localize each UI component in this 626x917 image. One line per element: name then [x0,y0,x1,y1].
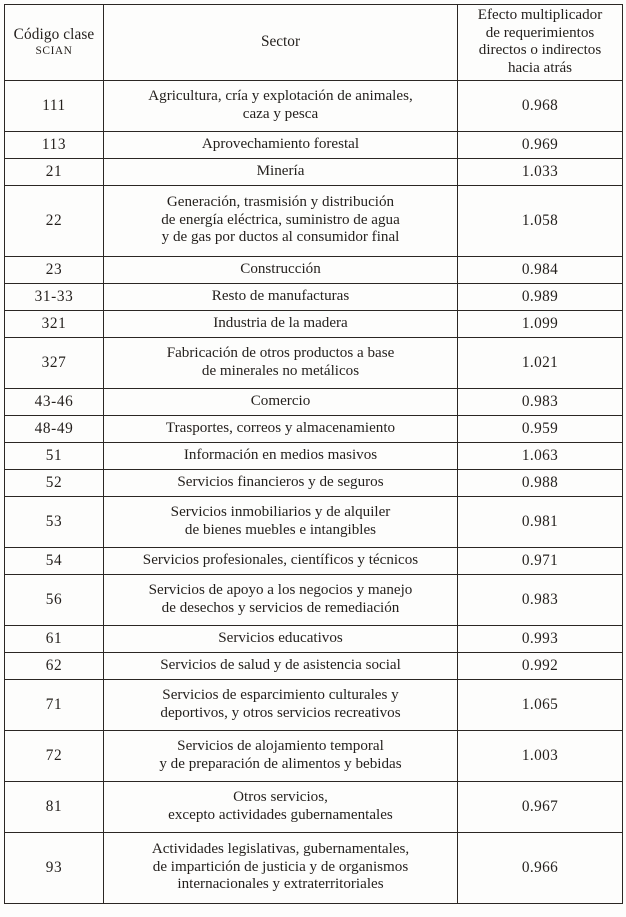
cell-sector [104,469,458,496]
table-row [5,442,623,469]
cell-sector [104,574,458,625]
cell-sector-line: Servicios de salud y de asistencia social [160,656,401,673]
column-header-multiplier [458,5,623,81]
cell-sector-line: Fabricación de otros productos a base [166,344,395,361]
cell-sector-line: Servicios profesionales, científicos y técnicos [142,551,419,568]
cell-sector-line: Servicios inmobiliarios y de alquiler [170,503,391,520]
cell-code: 61 [5,625,104,652]
table-row [5,781,623,832]
cell-sector [104,388,458,415]
cell-sector-line: y de gas por ductos al consumidor final [161,229,400,246]
cell-multiplier-value: 1.065 [458,679,623,730]
cell-multiplier-value: 0.983 [458,388,623,415]
column-header-sector: Sector [104,5,458,81]
cell-multiplier-value: 1.033 [458,158,623,185]
table-header [5,5,623,81]
cell-multiplier-value: 1.058 [458,185,623,256]
table-row [5,625,623,652]
column-header-code-sub: SCIAN [35,45,73,58]
cell-code: 113 [5,131,104,158]
cell-multiplier-value: 0.968 [458,80,623,131]
cell-sector-line: Resto de manufacturas [211,287,350,304]
cell-code: 48-49 [5,415,104,442]
cell-code: 93 [5,832,104,903]
cell-sector [104,131,458,158]
table-row [5,337,623,388]
cell-multiplier-value: 1.063 [458,442,623,469]
cell-multiplier-value: 1.021 [458,337,623,388]
cell-code: 31-33 [5,283,104,310]
table-row [5,310,623,337]
cell-sector-line: internacionales y extraterritoriales [177,876,384,893]
cell-code: 62 [5,652,104,679]
cell-sector-line: Comercio [250,392,311,409]
cell-sector-line: de desechos y servicios de remediación [161,599,400,616]
column-header-code [5,5,104,81]
cell-multiplier-value: 0.984 [458,256,623,283]
cell-sector-line: Servicios educativos [218,629,343,646]
column-header-code-main: Código clase [13,26,95,44]
cell-sector-line: Generación, trasmisión y distribución [166,194,395,211]
cell-sector [104,185,458,256]
cell-sector-line: Actividades legislativas, gubernamentales, [151,841,410,858]
cell-sector [104,310,458,337]
cell-code: 81 [5,781,104,832]
table-row [5,388,623,415]
cell-multiplier-value: 0.969 [458,131,623,158]
table-row [5,283,623,310]
cell-multiplier-value: 0.992 [458,652,623,679]
cell-sector-line: Otros servicios, [233,788,328,805]
table-row [5,730,623,781]
table-header-row [5,5,623,81]
cell-sector [104,256,458,283]
cell-sector [104,781,458,832]
table-row [5,652,623,679]
cell-sector-line: de energía eléctrica, suministro de agua [161,211,400,228]
cell-sector-line: de bienes muebles e intangibles [184,521,377,538]
cell-sector [104,625,458,652]
cell-sector [104,547,458,574]
cell-code: 22 [5,185,104,256]
cell-sector-line: de impartición de justicia y de organismos [152,858,409,875]
cell-sector-line: Servicios de alojamiento temporal [177,737,384,754]
cell-sector [104,337,458,388]
table-row [5,158,623,185]
cell-sector [104,283,458,310]
cell-code: 72 [5,730,104,781]
table-row [5,256,623,283]
cell-sector-line: Servicios financieros y de seguros [177,473,384,490]
cell-sector [104,80,458,131]
cell-code: 71 [5,679,104,730]
table-row [5,832,623,903]
table-body [5,80,623,903]
cell-sector [104,496,458,547]
cell-code: 23 [5,256,104,283]
cell-code: 54 [5,547,104,574]
cell-code: 43-46 [5,388,104,415]
cell-code: 51 [5,442,104,469]
cell-sector [104,442,458,469]
cell-sector-line: y de preparación de alimentos y bebidas [159,755,402,772]
table-row [5,185,623,256]
cell-code: 327 [5,337,104,388]
cell-sector [104,415,458,442]
cell-multiplier-value: 1.003 [458,730,623,781]
cell-multiplier-value: 0.966 [458,832,623,903]
cell-sector-line: Aprovechamiento forestal [201,135,360,152]
cell-sector-line: caza y pesca [242,105,319,122]
cell-sector-line: Trasportes, correos y almacenamiento [165,419,396,436]
cell-sector-line: Industria de la madera [213,314,348,331]
cell-multiplier-value: 1.099 [458,310,623,337]
table-row [5,547,623,574]
table-row [5,80,623,131]
cell-multiplier-value: 0.959 [458,415,623,442]
cell-sector-line: Minería [256,162,305,179]
column-header-multiplier-line-2: de requerimientos [485,24,595,41]
multiplier-effect-table [4,4,623,904]
column-header-multiplier-line-3: directos o indirectos [478,42,602,59]
cell-sector [104,832,458,903]
table-row [5,679,623,730]
cell-sector-line: Servicios de apoyo a los negocios y manejo [148,581,413,598]
cell-code: 56 [5,574,104,625]
cell-code: 21 [5,158,104,185]
cell-multiplier-value: 0.983 [458,574,623,625]
cell-multiplier-value: 0.971 [458,547,623,574]
table-row [5,496,623,547]
cell-code: 53 [5,496,104,547]
cell-sector-line: Servicios de esparcimiento culturales y [162,686,399,703]
cell-code: 52 [5,469,104,496]
table-row [5,574,623,625]
cell-sector-line: excepto actividades gubernamentales [168,806,393,823]
table-row [5,469,623,496]
cell-sector-line: Agricultura, cría y explotación de animales, [148,87,413,104]
cell-code: 321 [5,310,104,337]
cell-multiplier-value: 0.989 [458,283,623,310]
cell-sector [104,679,458,730]
column-header-multiplier-line-1: Efecto multiplicador [477,7,603,23]
cell-sector [104,730,458,781]
cell-sector [104,158,458,185]
table-row [5,415,623,442]
cell-multiplier-value: 0.967 [458,781,623,832]
cell-code: 111 [5,80,104,131]
cell-sector-line: Construcción [240,260,321,277]
table-row [5,131,623,158]
cell-sector-line: de minerales no metálicos [201,362,360,379]
cell-multiplier-value: 0.993 [458,625,623,652]
cell-sector-line: Información en medios masivos [183,446,378,463]
cell-sector-line: deportivos, y otros servicios recreativos [160,704,401,721]
cell-multiplier-value: 0.981 [458,496,623,547]
cell-sector [104,652,458,679]
cell-multiplier-value: 0.988 [458,469,623,496]
column-header-multiplier-line-4: hacia atrás [507,59,573,76]
